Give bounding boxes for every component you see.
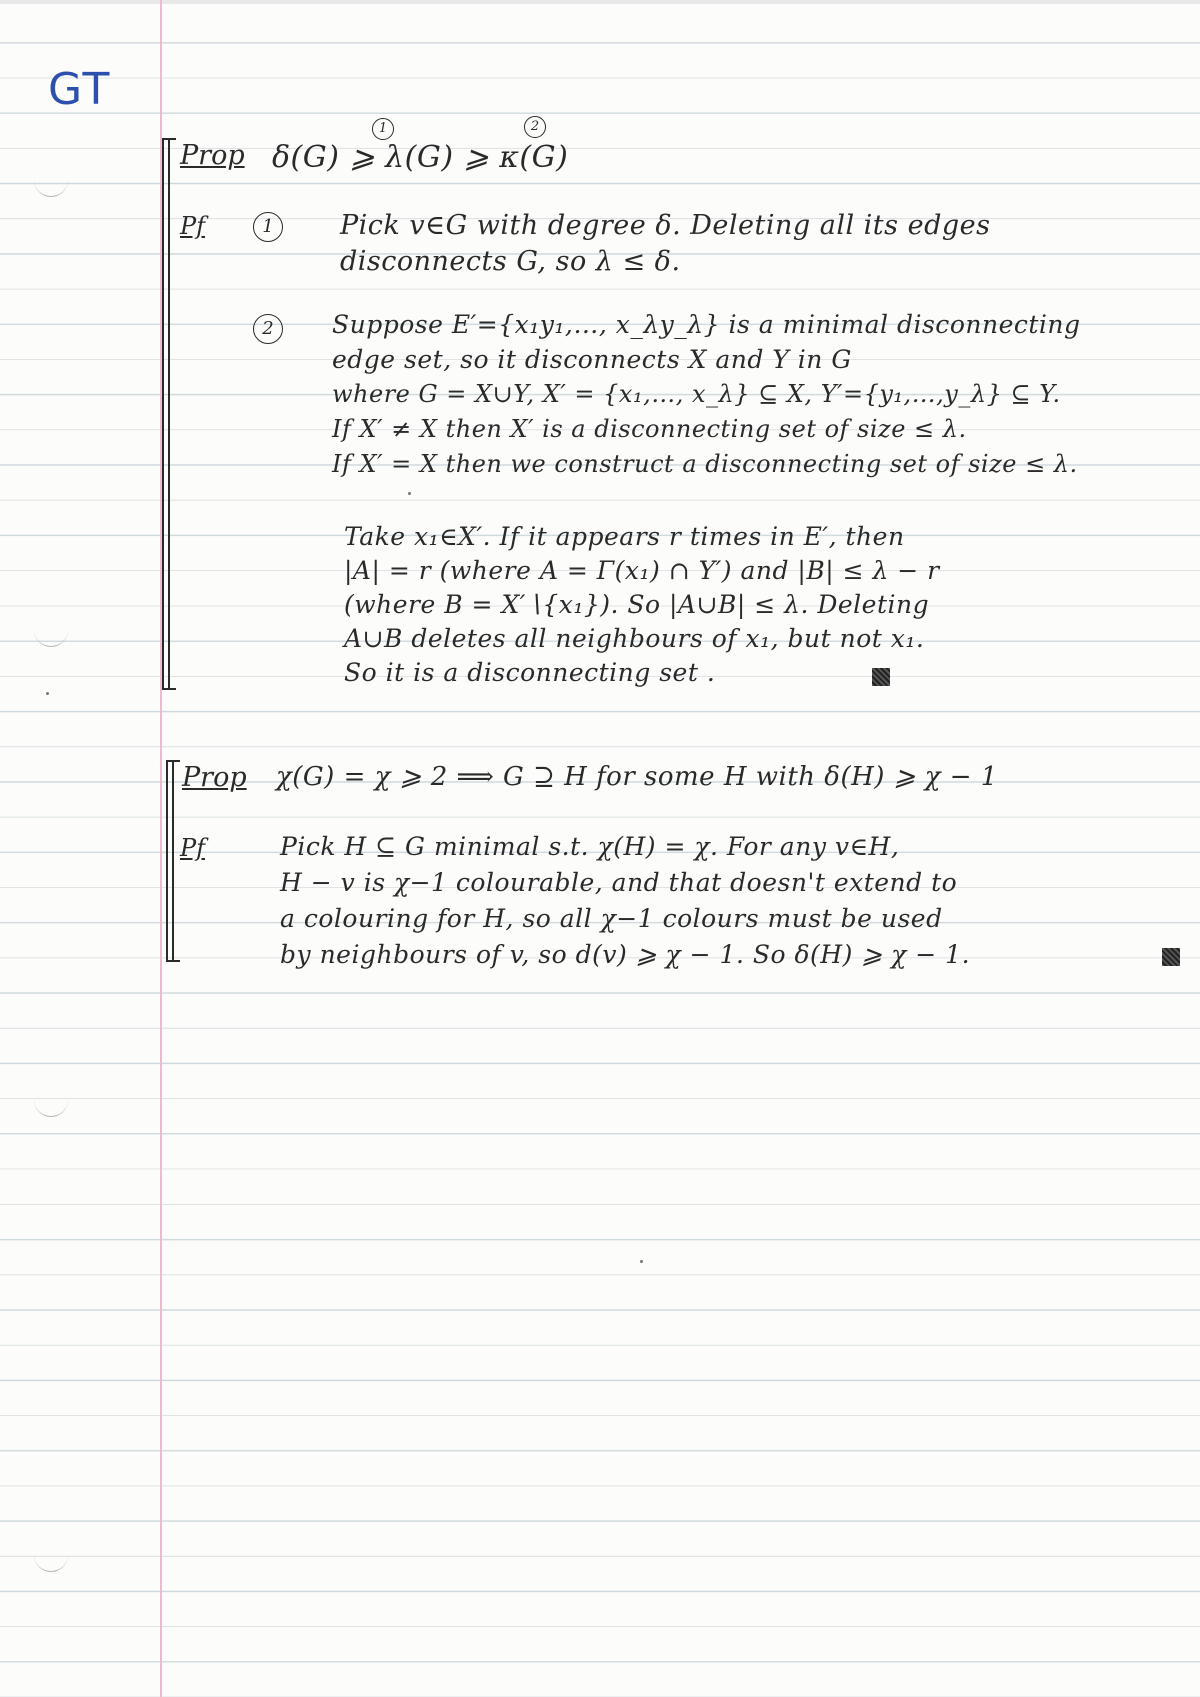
proof1-part2-line: Suppose E′={x₁y₁,…, x_λy_λ} is a minimal disconnecting (332, 310, 1081, 339)
proof1-part2-line: where G = X∪Y, X′ = {x₁,…, x_λ} ⊆ X, Y′={y₁,…,y_λ} ⊆ Y. (332, 380, 1061, 408)
bracket-tick (166, 960, 180, 962)
prop1-bracket (162, 138, 164, 690)
proof1-part2b-line: A∪B deletes all neighbours of x₁, but not x₁. (344, 624, 925, 653)
bracket-tick (166, 760, 180, 762)
step-marker-1: 1 (372, 118, 394, 140)
prop1-bracket-inner (168, 138, 170, 690)
proof1-part2b-line: (where B = X′∖{x₁}). So |A∪B| ≤ λ. Deleting (344, 590, 930, 619)
proof2-label: Pf (180, 834, 206, 862)
stray-dot (46, 692, 49, 695)
proof2-line: H − v is χ−1 colourable, and that doesn't extend to (280, 868, 958, 897)
prop1-label: Prop (180, 140, 245, 171)
proof1-part1-line: Pick v∈G with degree δ. Deleting all its edges (340, 210, 991, 241)
bracket-tick (162, 688, 176, 690)
punch-hole (34, 1555, 68, 1572)
proof1-part2b-line: |A| = r (where A = Γ(x₁) ∩ Y′) and |B| ≤ λ − r (344, 556, 940, 585)
part1-marker: 1 (253, 212, 283, 242)
proof2-line: by neighbours of v, so d(v) ⩾ χ − 1. So δ(H) ⩾ χ − 1. (280, 940, 971, 969)
punch-hole (34, 1100, 68, 1117)
punch-hole (34, 630, 68, 647)
prop2-bracket (166, 760, 168, 962)
proof1-part2b-line: So it is a disconnecting set . (344, 658, 716, 687)
step-marker-2: 2 (524, 116, 546, 138)
proof1-part2-line: If X′ = X then we construct a disconnecting set of size ≤ λ. (332, 450, 1078, 478)
proof1-part2-line: edge set, so it disconnects X and Y in G (332, 345, 852, 374)
prop2-bracket-inner (172, 760, 174, 962)
proof2-line: a colouring for H, so all χ−1 colours must be used (280, 904, 943, 933)
prop2-statement: χ(G) = χ ⩾ 2 ⟹ G ⊇ H for some H with δ(H) ⩾ χ − 1 (276, 762, 998, 792)
qed-mark (1162, 948, 1180, 966)
prop2-label: Prop (182, 762, 247, 793)
stray-dot (640, 1260, 643, 1263)
proof1-part1-line: disconnects G, so λ ≤ δ. (340, 246, 681, 277)
page-title: GT (48, 64, 112, 115)
qed-mark (872, 668, 890, 686)
stray-dot (408, 492, 411, 495)
punch-hole (34, 180, 68, 197)
part2-marker: 2 (253, 314, 283, 344)
bracket-tick (162, 138, 176, 140)
proof1-part2b-line: Take x₁∈X′. If it appears r times in E′, then (344, 522, 905, 551)
page-top-edge (0, 0, 1200, 4)
proof1-part2-line: If X′ ≠ X then X′ is a disconnecting set of size ≤ λ. (332, 415, 967, 443)
proof1-label: Pf (180, 212, 206, 240)
proof2-line: Pick H ⊆ G minimal s.t. χ(H) = χ. For any v∈H, (280, 832, 900, 861)
prop1-statement: δ(G) ⩾ λ(G) ⩾ κ(G) (272, 140, 569, 175)
